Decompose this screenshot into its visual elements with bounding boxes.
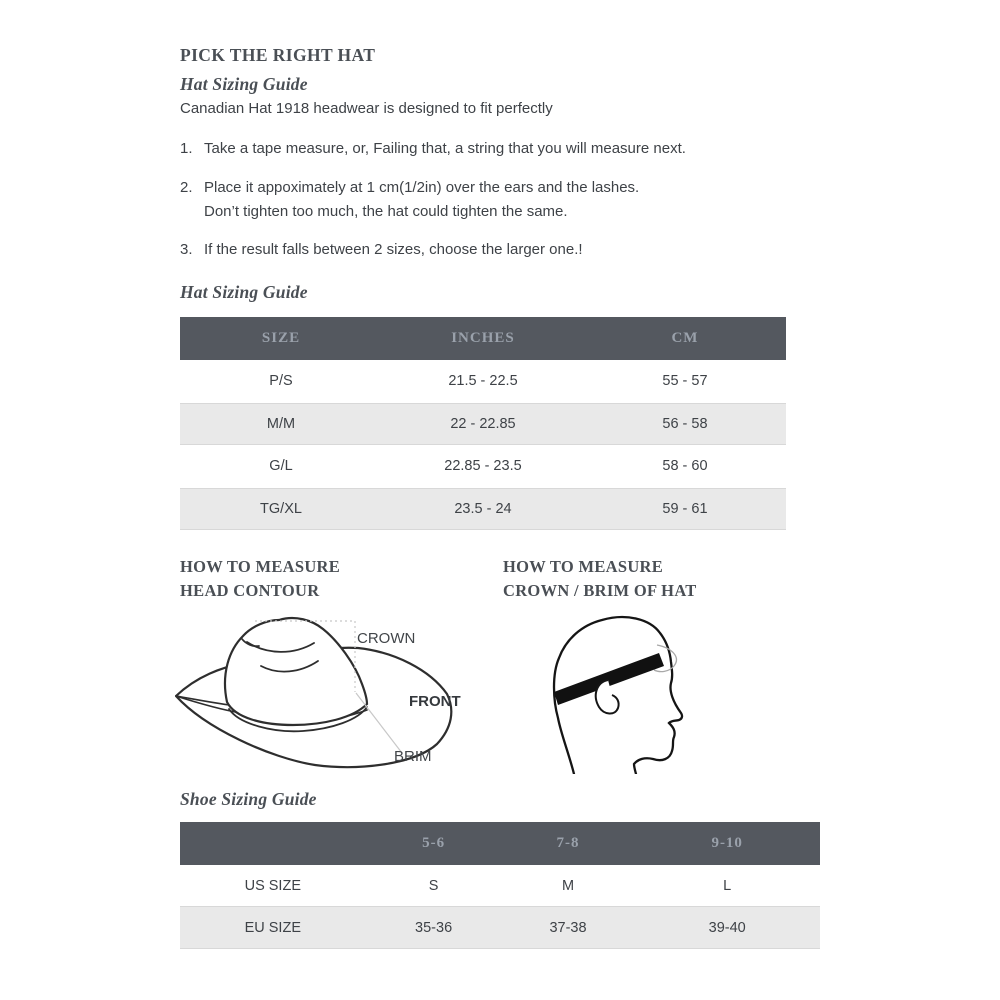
table-row (180, 360, 786, 403)
how-to-measure-head-contour-heading: HOW TO MEASURE HEAD CONTOUR (180, 557, 341, 600)
step-text-line: Don’t tighten too much, the hat could tighten the same. (204, 203, 568, 220)
column-header-9-10: 9-10 (711, 835, 743, 851)
table-row (180, 445, 786, 488)
table-cell: G/L (269, 458, 293, 475)
table-cell: 39-40 (708, 919, 746, 936)
table-header-row (180, 317, 786, 360)
table-cell: US SIZE (244, 877, 301, 894)
step-number: 2. (180, 179, 193, 196)
step-text-line: Place it appoximately at 1 cm(1/2in) over the ears and the lashes. (204, 179, 640, 196)
table-row (180, 403, 786, 446)
intro-text: Canadian Hat 1918 headwear is designed to fit perfectly (180, 100, 553, 117)
step-item-3 (180, 238, 583, 262)
step-item-1 (180, 137, 686, 161)
table-cell: TG/XL (260, 500, 302, 517)
hat-sizing-guide-subtitle: Hat Sizing Guide (180, 74, 308, 94)
table-row (180, 488, 786, 531)
column-header-5-6: 5-6 (422, 835, 446, 851)
column-header-7-8: 7-8 (556, 835, 580, 851)
step-number: 3. (180, 241, 193, 258)
hat-sizing-guide-heading: Hat Sizing Guide (180, 282, 308, 302)
table-cell: 59 - 61 (662, 500, 708, 517)
column-header-cm: CM (671, 330, 699, 346)
step-text: If the result falls between 2 sizes, choose the larger one.! (204, 241, 583, 258)
step-number: 1. (180, 140, 193, 157)
head-profile-illustration (550, 612, 695, 774)
table-row (180, 865, 820, 906)
shoe-size-table (180, 822, 820, 949)
brim-label: BRIM (394, 748, 432, 765)
table-cell: 37-38 (549, 919, 587, 936)
table-cell: 22.85 - 23.5 (444, 458, 522, 475)
table-cell: M/M (266, 415, 296, 432)
table-header-row (180, 822, 820, 865)
column-header-inches: INCHES (451, 330, 515, 346)
table-cell: L (723, 877, 732, 894)
table-cell: EU SIZE (244, 919, 301, 936)
step-text: Take a tape measure, or, Failing that, a string that you will measure next. (204, 140, 686, 157)
table-cell: 23.5 - 24 (454, 500, 512, 517)
hat-size-table (180, 317, 786, 530)
how-to-measure-crown-brim-heading: HOW TO MEASURE CROWN / BRIM OF HAT (503, 557, 697, 600)
table-cell: 22 - 22.85 (450, 415, 516, 432)
page-title: PICK THE RIGHT HAT (180, 45, 376, 65)
front-label: FRONT (409, 693, 461, 710)
table-cell: M (561, 877, 575, 894)
column-header-size: SIZE (261, 330, 301, 346)
table-cell: 55 - 57 (662, 373, 708, 390)
crown-label: CROWN (357, 630, 416, 647)
table-cell: 58 - 60 (662, 458, 708, 475)
table-cell: 35-36 (415, 919, 453, 936)
table-cell: S (428, 877, 439, 894)
table-cell: 56 - 58 (662, 415, 708, 432)
step-item-2 (180, 176, 639, 224)
table-cell: P/S (269, 373, 293, 390)
shoe-sizing-guide-heading: Shoe Sizing Guide (180, 789, 317, 809)
table-row (180, 906, 820, 949)
table-cell: 21.5 - 22.5 (448, 373, 518, 390)
